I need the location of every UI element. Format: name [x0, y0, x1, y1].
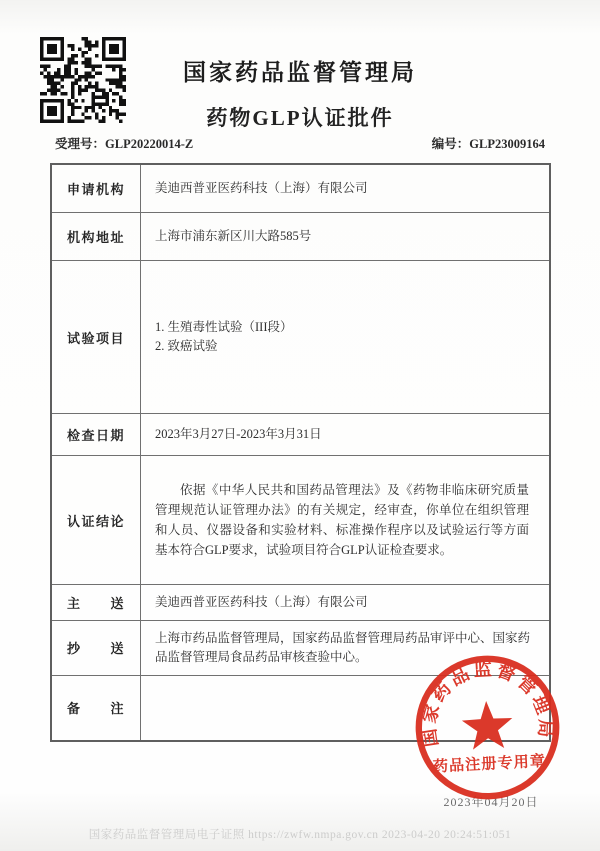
- number-value: GLP23009164: [469, 137, 545, 151]
- row-value: [141, 456, 549, 584]
- row-value: [141, 261, 549, 413]
- document-number: [432, 134, 545, 152]
- official-seal: [405, 645, 570, 810]
- row-value: 美迪西普亚医药科技（上海）有限公司: [155, 595, 368, 610]
- row-value: 上海市药品监督管理局，国家药品监督管理局药品审评中心、国家药品监督管理局食品药品审核查验中心。: [155, 631, 531, 664]
- row-label: 机构地址: [52, 213, 141, 260]
- seal-date: 2023年04月20日: [443, 795, 539, 809]
- number-label: 编号：: [431, 137, 470, 151]
- row-label: 备 注: [52, 676, 141, 740]
- table-row: [52, 260, 549, 413]
- table-row: [52, 584, 549, 620]
- row-label: 认证结论: [52, 456, 141, 584]
- conclusion-paragraph: 依据《中华人民共和国药品管理法》及《药物非临床研究质量管理规范认证管理办法》的有关规定，经审查，你单位在组织管理和人员、仪器设备和实验材料、标准操作程序以及试验运行等方面基本符合GLP要求，试验项目符合GLP认证检查要求。: [155, 482, 529, 558]
- seal-bottom-text: 药品注册专用章: [432, 752, 547, 776]
- row-label: 主 送: [52, 585, 141, 620]
- acceptance-number: [55, 134, 193, 152]
- seal-ring-text: 国家药品监督管理局: [418, 659, 556, 749]
- row-label: 检查日期: [52, 414, 141, 455]
- row-label: 抄 送: [52, 621, 141, 675]
- agency-title: 国家药品监督管理局: [183, 60, 417, 85]
- row-label: 申请机构: [52, 165, 141, 212]
- table-row: [52, 413, 549, 455]
- row-value: 美迪西普亚医药科技（上海）有限公司: [155, 181, 368, 196]
- reference-line: [55, 134, 545, 152]
- acceptance-label: 受理号：: [55, 137, 106, 151]
- acceptance-value: GLP20220014-Z: [105, 137, 194, 151]
- test-item-line: 2. 致癌试验: [155, 339, 218, 353]
- footer-watermark: 国家药品监督管理局电子证照 https://zwfw.nmpa.gov.cn 2023-04-20 20:24:51:051: [88, 829, 512, 841]
- table-row: [52, 455, 549, 584]
- test-item-line: 1. 生殖毒性试验（III段）: [155, 320, 293, 335]
- table-row: [52, 212, 549, 260]
- row-value: 上海市浦东新区川大路585号: [155, 229, 312, 244]
- document-title: 药物GLP认证批件: [206, 106, 394, 130]
- row-value: 2023年3月27日-2023年3月31日: [155, 427, 322, 442]
- table-row: [52, 165, 549, 212]
- star-icon: [461, 700, 514, 750]
- row-label: 试验项目: [52, 261, 141, 413]
